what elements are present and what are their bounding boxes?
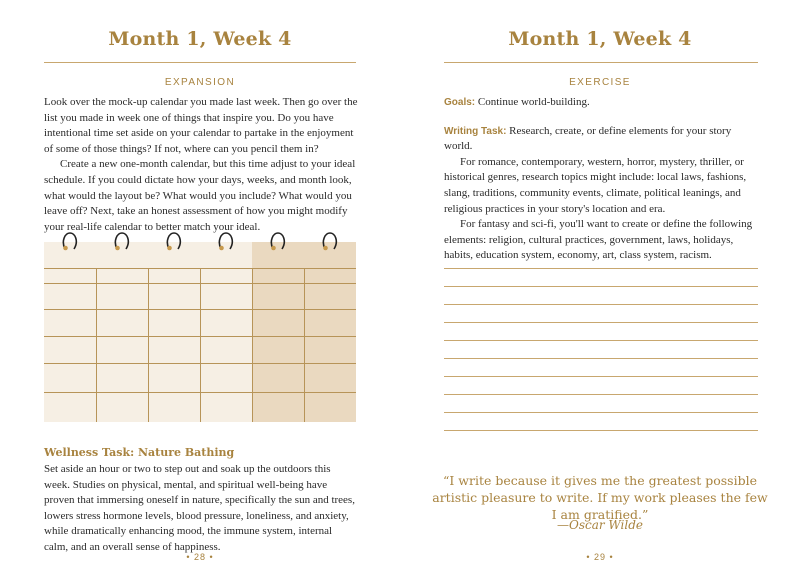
writing-line[interactable] [444, 358, 758, 359]
writing-line[interactable] [444, 376, 758, 377]
title-divider [444, 62, 758, 63]
section-heading-expansion: EXPANSION [164, 77, 236, 88]
writing-line[interactable] [444, 286, 758, 287]
goals-line [444, 95, 760, 111]
writing-line[interactable] [444, 304, 758, 305]
expansion-paragraph-2: Create a new one-month calendar, but this time adjust to your ideal schedule. If you could dictate how your days, weeks, and month look, what would the layout be? What would you include? What would you leave off? Next, take an honest assessment of how you might modify your real-life calendar to better match your ideal. [44, 158, 356, 233]
romance-paragraph: For romance, contemporary, western, horror, mystery, thriller, or historical genres, research topics might include: local laws, fashions, slang, traditions, community events, climate, political leanings, and religious practices in your story's location and era. [444, 155, 747, 215]
writing-line[interactable] [444, 268, 758, 269]
binder-ring-icon [114, 232, 130, 252]
title-divider [44, 62, 356, 63]
page-title: Month 1, Week 4 [508, 28, 692, 50]
quote-text: “I write because it gives me the greatest possible artistic pleasure to write. If my work pleases the few I am gratified.” [432, 473, 768, 522]
expansion-text [44, 95, 358, 235]
section-heading-exercise: EXERCISE [569, 77, 631, 88]
goals-label: Goals: [444, 97, 476, 108]
calendar-grid-lines [44, 242, 356, 422]
calendar-grid [44, 242, 356, 422]
fantasy-paragraph: For fantasy and sci-fi, you'll want to create or define the following elements: religion, cultural practices, government, laws, holidays, habits, education system, economy, art, class system, racism. [444, 218, 753, 262]
writing-task-line [444, 124, 760, 155]
wellness-paragraph: Set aside an hour or two to step out and soak up the outdoors this week. Studies on physical, mental, and spiritual well-being have proven that immersing oneself in nature, specifically the sun and trees, lowers stress hormone levels, blood pressure, loneliness, and anxiety, while dramatically enhancing mood, the immune system, internal calm, and an overall sense of happiness. [44, 463, 355, 553]
goals-text: Continue world-building. [477, 96, 590, 108]
writing-line[interactable] [444, 412, 758, 413]
page-number: • 28 • [186, 552, 214, 562]
writing-line[interactable] [444, 394, 758, 395]
writing-task-text: Research, create, or define elements for your story world. [444, 124, 732, 153]
writing-line[interactable] [444, 340, 758, 341]
wellness-task-heading: Wellness Task: Nature Bathing [44, 446, 235, 459]
quote-author: —Oscar Wilde [556, 518, 643, 532]
binder-ring-icon [322, 232, 338, 252]
exercise-text [444, 95, 760, 264]
binder-ring-icon [62, 232, 78, 252]
binder-ring-icon [166, 232, 182, 252]
page-title: Month 1, Week 4 [108, 28, 292, 50]
wellness-task-text [44, 462, 358, 556]
writing-lines[interactable] [444, 268, 758, 438]
writing-line[interactable] [444, 322, 758, 323]
page-number: • 29 • [586, 552, 614, 562]
binder-ring-icon [218, 232, 234, 252]
writing-line[interactable] [444, 430, 758, 431]
expansion-paragraph-1: Look over the mock-up calendar you made last week. Then go over the list you made in week one of things that inspire you. Do you have intentional time set aside on your calendar to partake in the enjoyment of some of those things? If not, where can you pencil them in? [44, 96, 358, 155]
writing-task-label: Writing Task: [444, 125, 507, 137]
binder-ring-icon [270, 232, 286, 252]
